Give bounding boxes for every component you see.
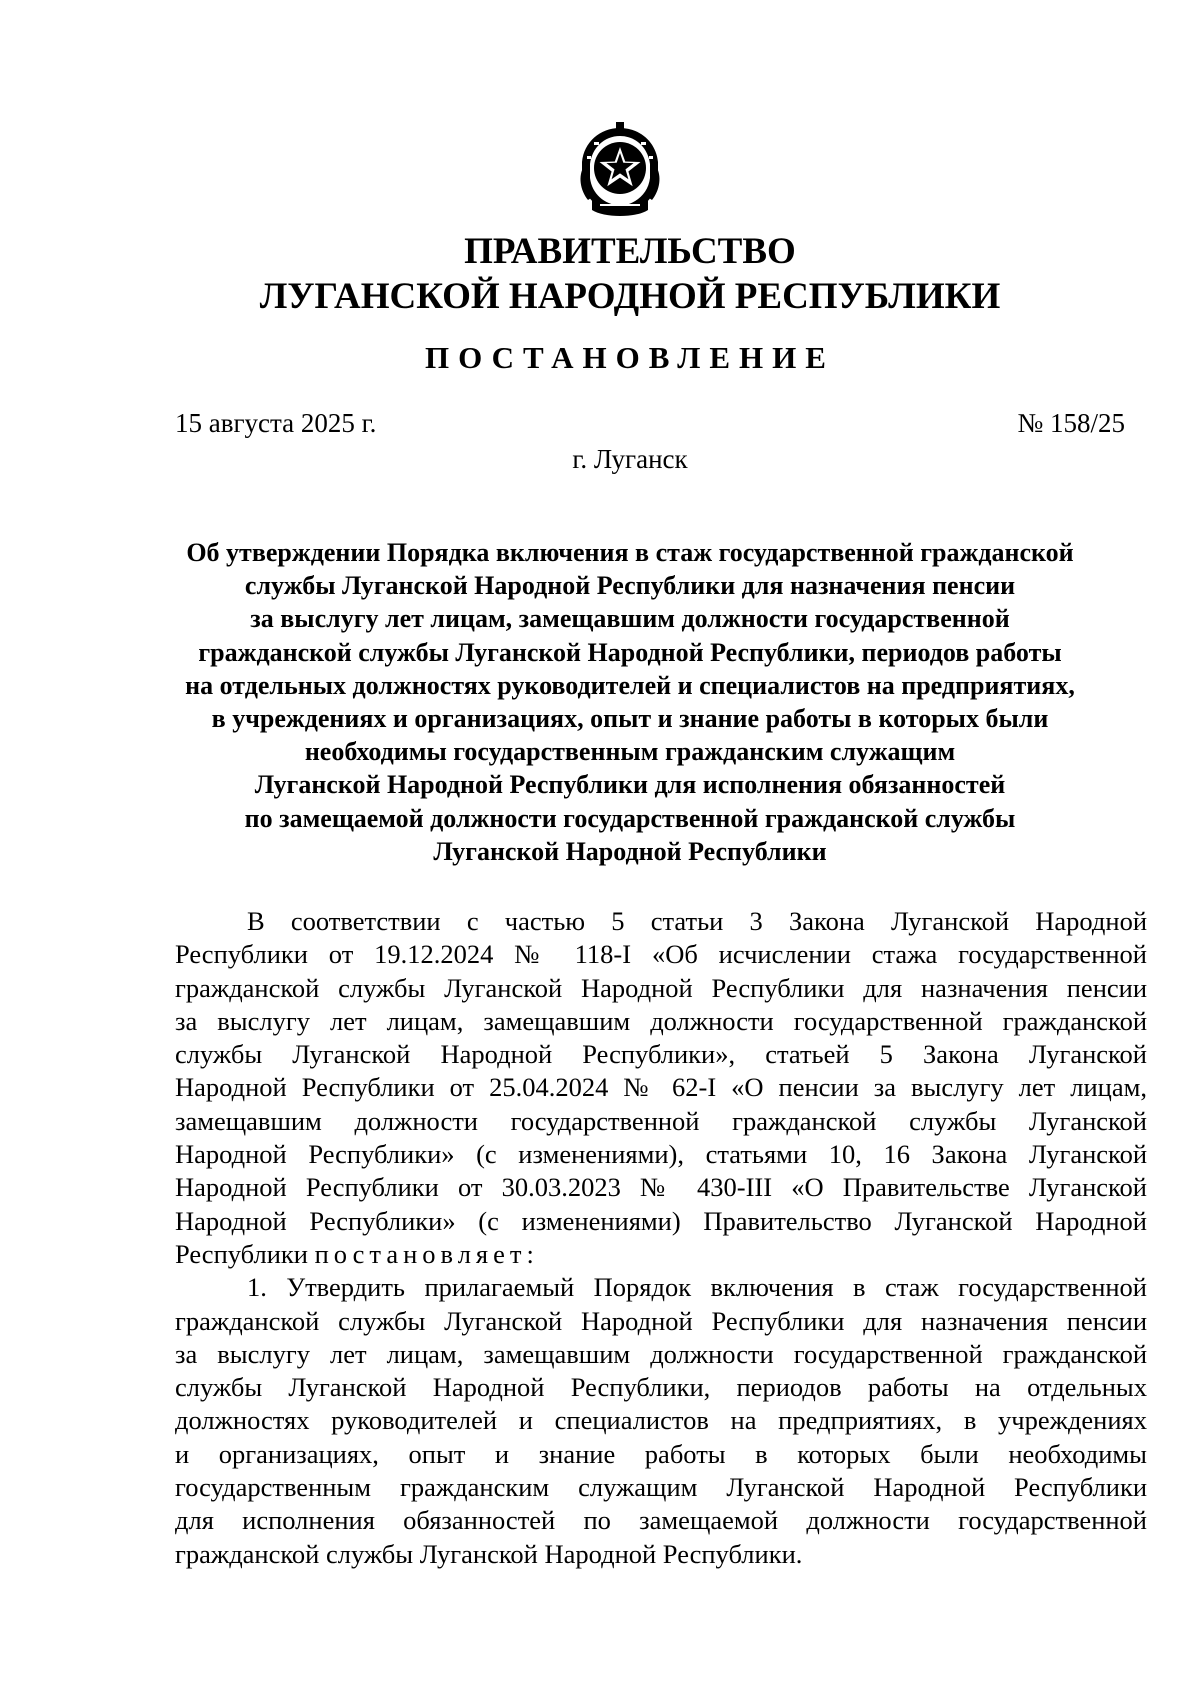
subject-line: по замещаемой должности государственной гражданской службы [244, 803, 1016, 833]
body-line: Республики от 19.12.2024 № 118-I «Об исчислении стажа государственной [175, 939, 1147, 970]
body-line: гражданской службы Луганской Народной Республики. [175, 1538, 803, 1569]
body-line: Народной Республики от 25.04.2024 № 62-I «О пенсии за выслугу лет лицам, [175, 1072, 1147, 1103]
preamble-last-prefix: Республики [175, 1238, 315, 1269]
body-line: гражданской службы Луганской Народной Республики для назначения пенсии [175, 1305, 1147, 1336]
body-line: Народной Республики» (с изменениями) Правительство Луганской Народной [175, 1205, 1147, 1236]
subject-line: Луганской Народной Республики для исполнения обязанностей [254, 770, 1006, 800]
body-line: службы Луганской Народной Республики, периодов работы на отдельных [175, 1372, 1147, 1403]
body-line: за выслугу лет лицам, замещавшим должности государственной гражданской [175, 1338, 1147, 1369]
org-line-1: ПРАВИТЕЛЬСТВО [464, 231, 796, 272]
subject-line: необходимы государственным гражданским служащим [304, 737, 956, 767]
body-line: государственным гражданским служащим Луганской Народной Республики [175, 1472, 1147, 1503]
body-line: и организациях, опыт и знание работы в которых были необходимы [175, 1438, 1147, 1469]
subject-line: службы Луганской Народной Республики для назначения пенсии [244, 571, 1016, 601]
subject-line: гражданской службы Луганской Народной Республики, периодов работы [198, 637, 1062, 667]
subject-line: Об утверждении Порядка включения в стаж государственной гражданской [186, 538, 1074, 567]
subject-line: в учреждениях и организациях, опыт и знание работы в которых были [211, 704, 1049, 734]
body-line: Народной Республики от 30.03.2023 № 430-III «О Правительстве Луганской [175, 1172, 1147, 1203]
body-line: для исполнения обязанностей по замещаемой должности государственной [175, 1505, 1147, 1536]
body-line-last [175, 1238, 1147, 1271]
body-line: 1. Утвердить прилагаемый Порядок включения в стаж государственной [247, 1272, 1147, 1303]
document-date: 15 августа 2025 г. [175, 408, 377, 438]
organization-title [150, 229, 1110, 319]
org-line-2: ЛУГАНСКОЙ НАРОДНОЙ РЕСПУБЛИКИ [259, 276, 1001, 317]
subject-line: на отдельных должностях руководителей и специалистов на предприятиях, [185, 670, 1075, 700]
resolves-word: постановляет: [314, 1238, 539, 1269]
preamble-paragraph [175, 905, 1147, 1271]
body-line: за выслугу лет лицам, замещавшим должности государственной гражданской [175, 1005, 1147, 1036]
coat-of-arms-icon [570, 120, 670, 220]
document-type: ПОСТАНОВЛЕНИЕ [425, 340, 835, 375]
body-line: гражданской службы Луганской Народной Республики для назначения пенсии [175, 972, 1147, 1003]
document-city: г. Луганск [572, 444, 688, 474]
item-1-paragraph [175, 1271, 1147, 1571]
body-line: Народной Республики» (с изменениями), статьями 10, 16 Закона Луганской [175, 1139, 1147, 1170]
document-body [175, 905, 1147, 1571]
body-line: замещавшим должности государственной гражданской службы Луганской [175, 1105, 1147, 1136]
body-line: должностях руководителей и специалистов на предприятиях, в учреждениях [175, 1405, 1147, 1436]
subject-line: Луганской Народной Республики [433, 836, 827, 866]
subject-line: за выслугу лет лицам, замещавшим должности государственной [250, 604, 1010, 634]
body-line: В соответствии с частью 5 статьи 3 Закона Луганской Народной [247, 906, 1147, 936]
body-line: службы Луганской Народной Республики», статьей 5 Закона Луганской [175, 1039, 1147, 1070]
document-subject [150, 536, 1110, 868]
document-number: № 158/25 [1017, 408, 1125, 438]
